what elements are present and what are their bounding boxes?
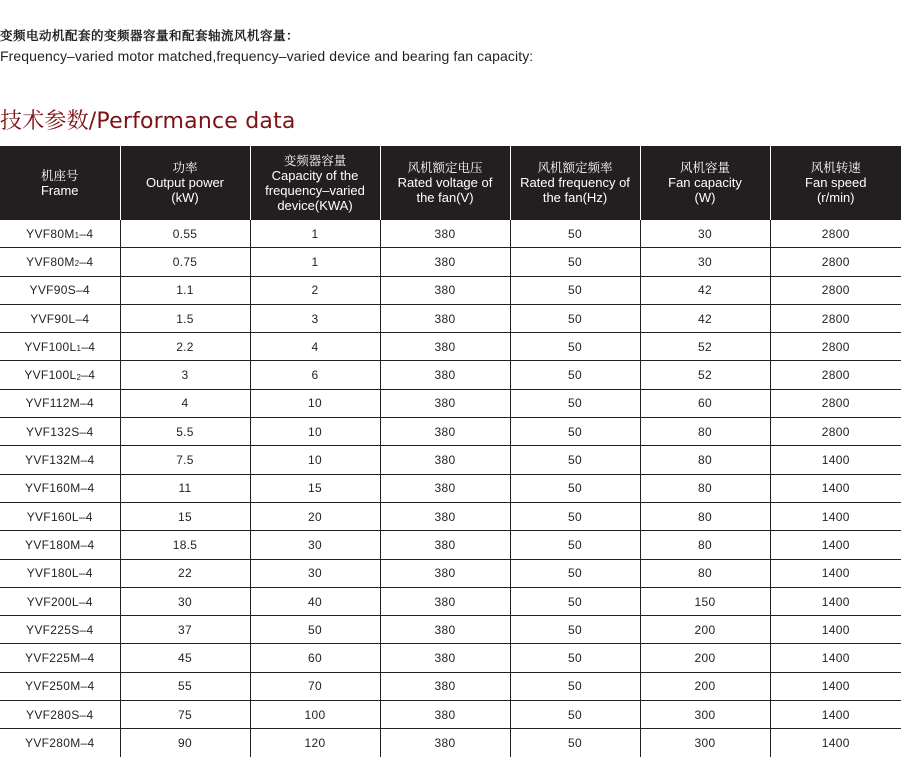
cell-fan-capacity: 200 (640, 644, 770, 672)
cell-rated-frequency: 50 (510, 389, 640, 417)
table-body (0, 220, 901, 757)
performance-table (0, 146, 901, 757)
cell-output-power: 30 (120, 587, 250, 615)
cell-output-power: 5.5 (120, 418, 250, 446)
header-label-en: Frame (40, 182, 79, 198)
cell-device-capacity: 2 (250, 276, 380, 304)
cell-device-capacity: 1 (250, 220, 380, 248)
header-fan-capacity (640, 146, 770, 220)
cell-frame: $YVF100L_1-4$ (0, 333, 120, 361)
cell-device-capacity: 10 (250, 418, 380, 446)
cell-output-power: 22 (120, 559, 250, 587)
cell-device-capacity: 30 (250, 531, 380, 559)
cell-fan-speed: 1400 (770, 559, 901, 587)
cell-frame: YVF132M–4 (0, 446, 120, 474)
cell-device-capacity: 1 (250, 248, 380, 276)
cell-device-capacity: 10 (250, 446, 380, 474)
cell-device-capacity: 3 (250, 304, 380, 332)
intro-chinese: 变频电动机配套的变频器容量和配套轴流风机容量： (0, 28, 300, 43)
header-label-en: Capacity of the frequency–varied device(KWA) (265, 167, 365, 213)
cell-device-capacity: 6 (250, 361, 380, 389)
cell-fan-speed: 2800 (770, 418, 901, 446)
cell-rated-voltage: 380 (380, 220, 510, 248)
cell-device-capacity: 30 (250, 559, 380, 587)
header-label-en: Rated frequency of the fan(Hz) (520, 175, 630, 205)
header-frame (0, 146, 120, 220)
cell-fan-capacity: 200 (640, 616, 770, 644)
cell-fan-speed: 2800 (770, 220, 901, 248)
cell-output-power: 0.55 (120, 220, 250, 248)
cell-fan-capacity: 80 (640, 474, 770, 502)
cell-output-power: 45 (120, 644, 250, 672)
cell-rated-frequency: 50 (510, 418, 640, 446)
cell-device-capacity: 10 (250, 389, 380, 417)
cell-device-capacity: 50 (250, 616, 380, 644)
table-row (0, 361, 901, 389)
cell-fan-capacity: 52 (640, 361, 770, 389)
table-row (0, 531, 901, 559)
header-label-cn: 风机容量 (679, 160, 730, 175)
cell-output-power: 2.2 (120, 333, 250, 361)
table-row (0, 446, 901, 474)
table-row (0, 474, 901, 502)
cell-rated-frequency: 50 (510, 333, 640, 361)
cell-fan-capacity: 80 (640, 446, 770, 474)
table-row (0, 559, 901, 587)
header-label-en: Fan capacity (W) (668, 175, 742, 205)
cell-output-power: 3 (120, 361, 250, 389)
cell-rated-voltage: 380 (380, 729, 510, 757)
table-row (0, 701, 901, 729)
cell-frame: $YVF80M_2-4$ (0, 248, 120, 276)
cell-output-power: 11 (120, 474, 250, 502)
cell-fan-capacity: 30 (640, 220, 770, 248)
cell-output-power: 90 (120, 729, 250, 757)
cell-frame: YVF112M–4 (0, 389, 120, 417)
table-row (0, 502, 901, 530)
cell-frame: YVF280S–4 (0, 701, 120, 729)
cell-fan-capacity: 60 (640, 389, 770, 417)
cell-fan-speed: 2800 (770, 248, 901, 276)
header-label-cn: 风机转速 (810, 160, 861, 175)
table-row (0, 333, 901, 361)
cell-device-capacity: 100 (250, 701, 380, 729)
cell-rated-frequency: 50 (510, 672, 640, 700)
cell-fan-speed: 1400 (770, 616, 901, 644)
section-title: 技术参数/Performance data (0, 109, 296, 134)
cell-fan-speed: 1400 (770, 729, 901, 757)
header-label-cn: 风机额定电压 (407, 160, 483, 175)
cell-fan-speed: 1400 (770, 474, 901, 502)
cell-fan-speed: 2800 (770, 333, 901, 361)
cell-rated-frequency: 50 (510, 361, 640, 389)
cell-rated-voltage: 380 (380, 587, 510, 615)
header-fan-speed (770, 146, 901, 220)
cell-device-capacity: 15 (250, 474, 380, 502)
cell-fan-speed: 1400 (770, 446, 901, 474)
cell-fan-speed: 2800 (770, 304, 901, 332)
cell-device-capacity: 60 (250, 644, 380, 672)
cell-rated-frequency: 50 (510, 701, 640, 729)
cell-rated-voltage: 380 (380, 333, 510, 361)
header-rated-voltage (380, 146, 510, 220)
cell-device-capacity: 40 (250, 587, 380, 615)
header-label-en: Fan speed (r/min) (805, 175, 867, 205)
cell-fan-speed: 2800 (770, 361, 901, 389)
cell-rated-frequency: 50 (510, 729, 640, 757)
cell-rated-voltage: 380 (380, 616, 510, 644)
table-header-row (0, 146, 901, 220)
cell-frame: YVF225S–4 (0, 616, 120, 644)
cell-output-power: 1.1 (120, 276, 250, 304)
header-label-cn: 风机额定频率 (537, 160, 613, 175)
cell-frame: YVF90L–4 (0, 304, 120, 332)
cell-rated-voltage: 380 (380, 502, 510, 530)
cell-fan-speed: 2800 (770, 389, 901, 417)
header-label-cn: 机座号 (40, 167, 79, 183)
table-row (0, 418, 901, 446)
intro-english: Frequency–varied motor matched,frequency–varied device and bearing fan capacity: (0, 48, 534, 64)
table-row (0, 248, 901, 276)
cell-rated-frequency: 50 (510, 587, 640, 615)
cell-fan-speed: 1400 (770, 644, 901, 672)
cell-fan-speed: 1400 (770, 531, 901, 559)
cell-device-capacity: 4 (250, 333, 380, 361)
cell-rated-frequency: 50 (510, 220, 640, 248)
cell-frame: YVF132S–4 (0, 418, 120, 446)
cell-rated-frequency: 50 (510, 304, 640, 332)
cell-output-power: 1.5 (120, 304, 250, 332)
cell-rated-voltage: 380 (380, 474, 510, 502)
cell-fan-speed: 1400 (770, 701, 901, 729)
header-label-en: Output power (kW) (145, 175, 225, 205)
table-row (0, 644, 901, 672)
cell-rated-frequency: 50 (510, 644, 640, 672)
cell-device-capacity: 120 (250, 729, 380, 757)
cell-frame: YVF180L–4 (0, 559, 120, 587)
cell-rated-voltage: 380 (380, 644, 510, 672)
cell-fan-capacity: 300 (640, 729, 770, 757)
header-device-capacity (250, 146, 380, 220)
cell-frame: YVF160M–4 (0, 474, 120, 502)
cell-fan-capacity: 42 (640, 304, 770, 332)
cell-rated-voltage: 380 (380, 559, 510, 587)
cell-output-power: 0.75 (120, 248, 250, 276)
cell-frame: YVF250M–4 (0, 672, 120, 700)
table-row (0, 587, 901, 615)
cell-fan-speed: 1400 (770, 672, 901, 700)
cell-fan-capacity: 30 (640, 248, 770, 276)
cell-fan-capacity: 150 (640, 587, 770, 615)
cell-device-capacity: 70 (250, 672, 380, 700)
cell-frame: $YVF100L_2-4$ (0, 361, 120, 389)
cell-rated-voltage: 380 (380, 701, 510, 729)
cell-rated-frequency: 50 (510, 559, 640, 587)
cell-rated-frequency: 50 (510, 502, 640, 530)
cell-output-power: 18.5 (120, 531, 250, 559)
cell-rated-voltage: 380 (380, 248, 510, 276)
header-label-cn: 变频器容量 (283, 152, 347, 168)
cell-output-power: 75 (120, 701, 250, 729)
cell-frame: YVF180M–4 (0, 531, 120, 559)
header-label-cn: 功率 (172, 160, 198, 175)
cell-rated-voltage: 380 (380, 361, 510, 389)
cell-fan-speed: 2800 (770, 276, 901, 304)
header-rated-frequency (510, 146, 640, 220)
cell-output-power: 4 (120, 389, 250, 417)
cell-fan-speed: 1400 (770, 587, 901, 615)
cell-frame: YVF225M–4 (0, 644, 120, 672)
cell-output-power: 37 (120, 616, 250, 644)
cell-fan-speed: 1400 (770, 502, 901, 530)
cell-rated-frequency: 50 (510, 474, 640, 502)
cell-rated-frequency: 50 (510, 616, 640, 644)
table-row (0, 616, 901, 644)
cell-rated-voltage: 380 (380, 446, 510, 474)
cell-rated-voltage: 380 (380, 389, 510, 417)
table-row (0, 672, 901, 700)
cell-output-power: 7.5 (120, 446, 250, 474)
table-row (0, 729, 901, 757)
cell-frame: YVF280M–4 (25, 735, 95, 750)
cell-rated-voltage: 380 (380, 304, 510, 332)
cell-frame: $YVF80M_1-4$ (0, 220, 120, 248)
cell-device-capacity: 20 (250, 502, 380, 530)
table-row (0, 276, 901, 304)
cell-fan-capacity: 52 (640, 333, 770, 361)
cell-fan-capacity: 300 (640, 701, 770, 729)
cell-rated-frequency: 50 (510, 531, 640, 559)
cell-rated-frequency: 50 (510, 248, 640, 276)
cell-rated-voltage: 380 (380, 672, 510, 700)
cell-rated-frequency: 50 (510, 446, 640, 474)
cell-output-power: 15 (120, 502, 250, 530)
cell-rated-frequency: 50 (510, 276, 640, 304)
header-output-power (120, 146, 250, 220)
cell-fan-capacity: 80 (640, 559, 770, 587)
cell-frame: YVF200L–4 (0, 587, 120, 615)
cell-fan-capacity: 80 (640, 418, 770, 446)
header-label-en: Rated voltage of the fan(V) (397, 175, 493, 205)
table-row (0, 304, 901, 332)
cell-output-power: 55 (120, 672, 250, 700)
cell-fan-capacity: 200 (640, 672, 770, 700)
table-row (0, 220, 901, 248)
cell-fan-capacity: 42 (640, 276, 770, 304)
cell-fan-capacity: 80 (640, 502, 770, 530)
cell-frame: YVF160L–4 (0, 502, 120, 530)
cell-fan-capacity: 80 (640, 531, 770, 559)
cell-rated-voltage: 380 (380, 418, 510, 446)
cell-frame: YVF90S–4 (0, 276, 120, 304)
cell-rated-voltage: 380 (380, 531, 510, 559)
cell-rated-voltage: 380 (380, 276, 510, 304)
table-row (0, 389, 901, 417)
